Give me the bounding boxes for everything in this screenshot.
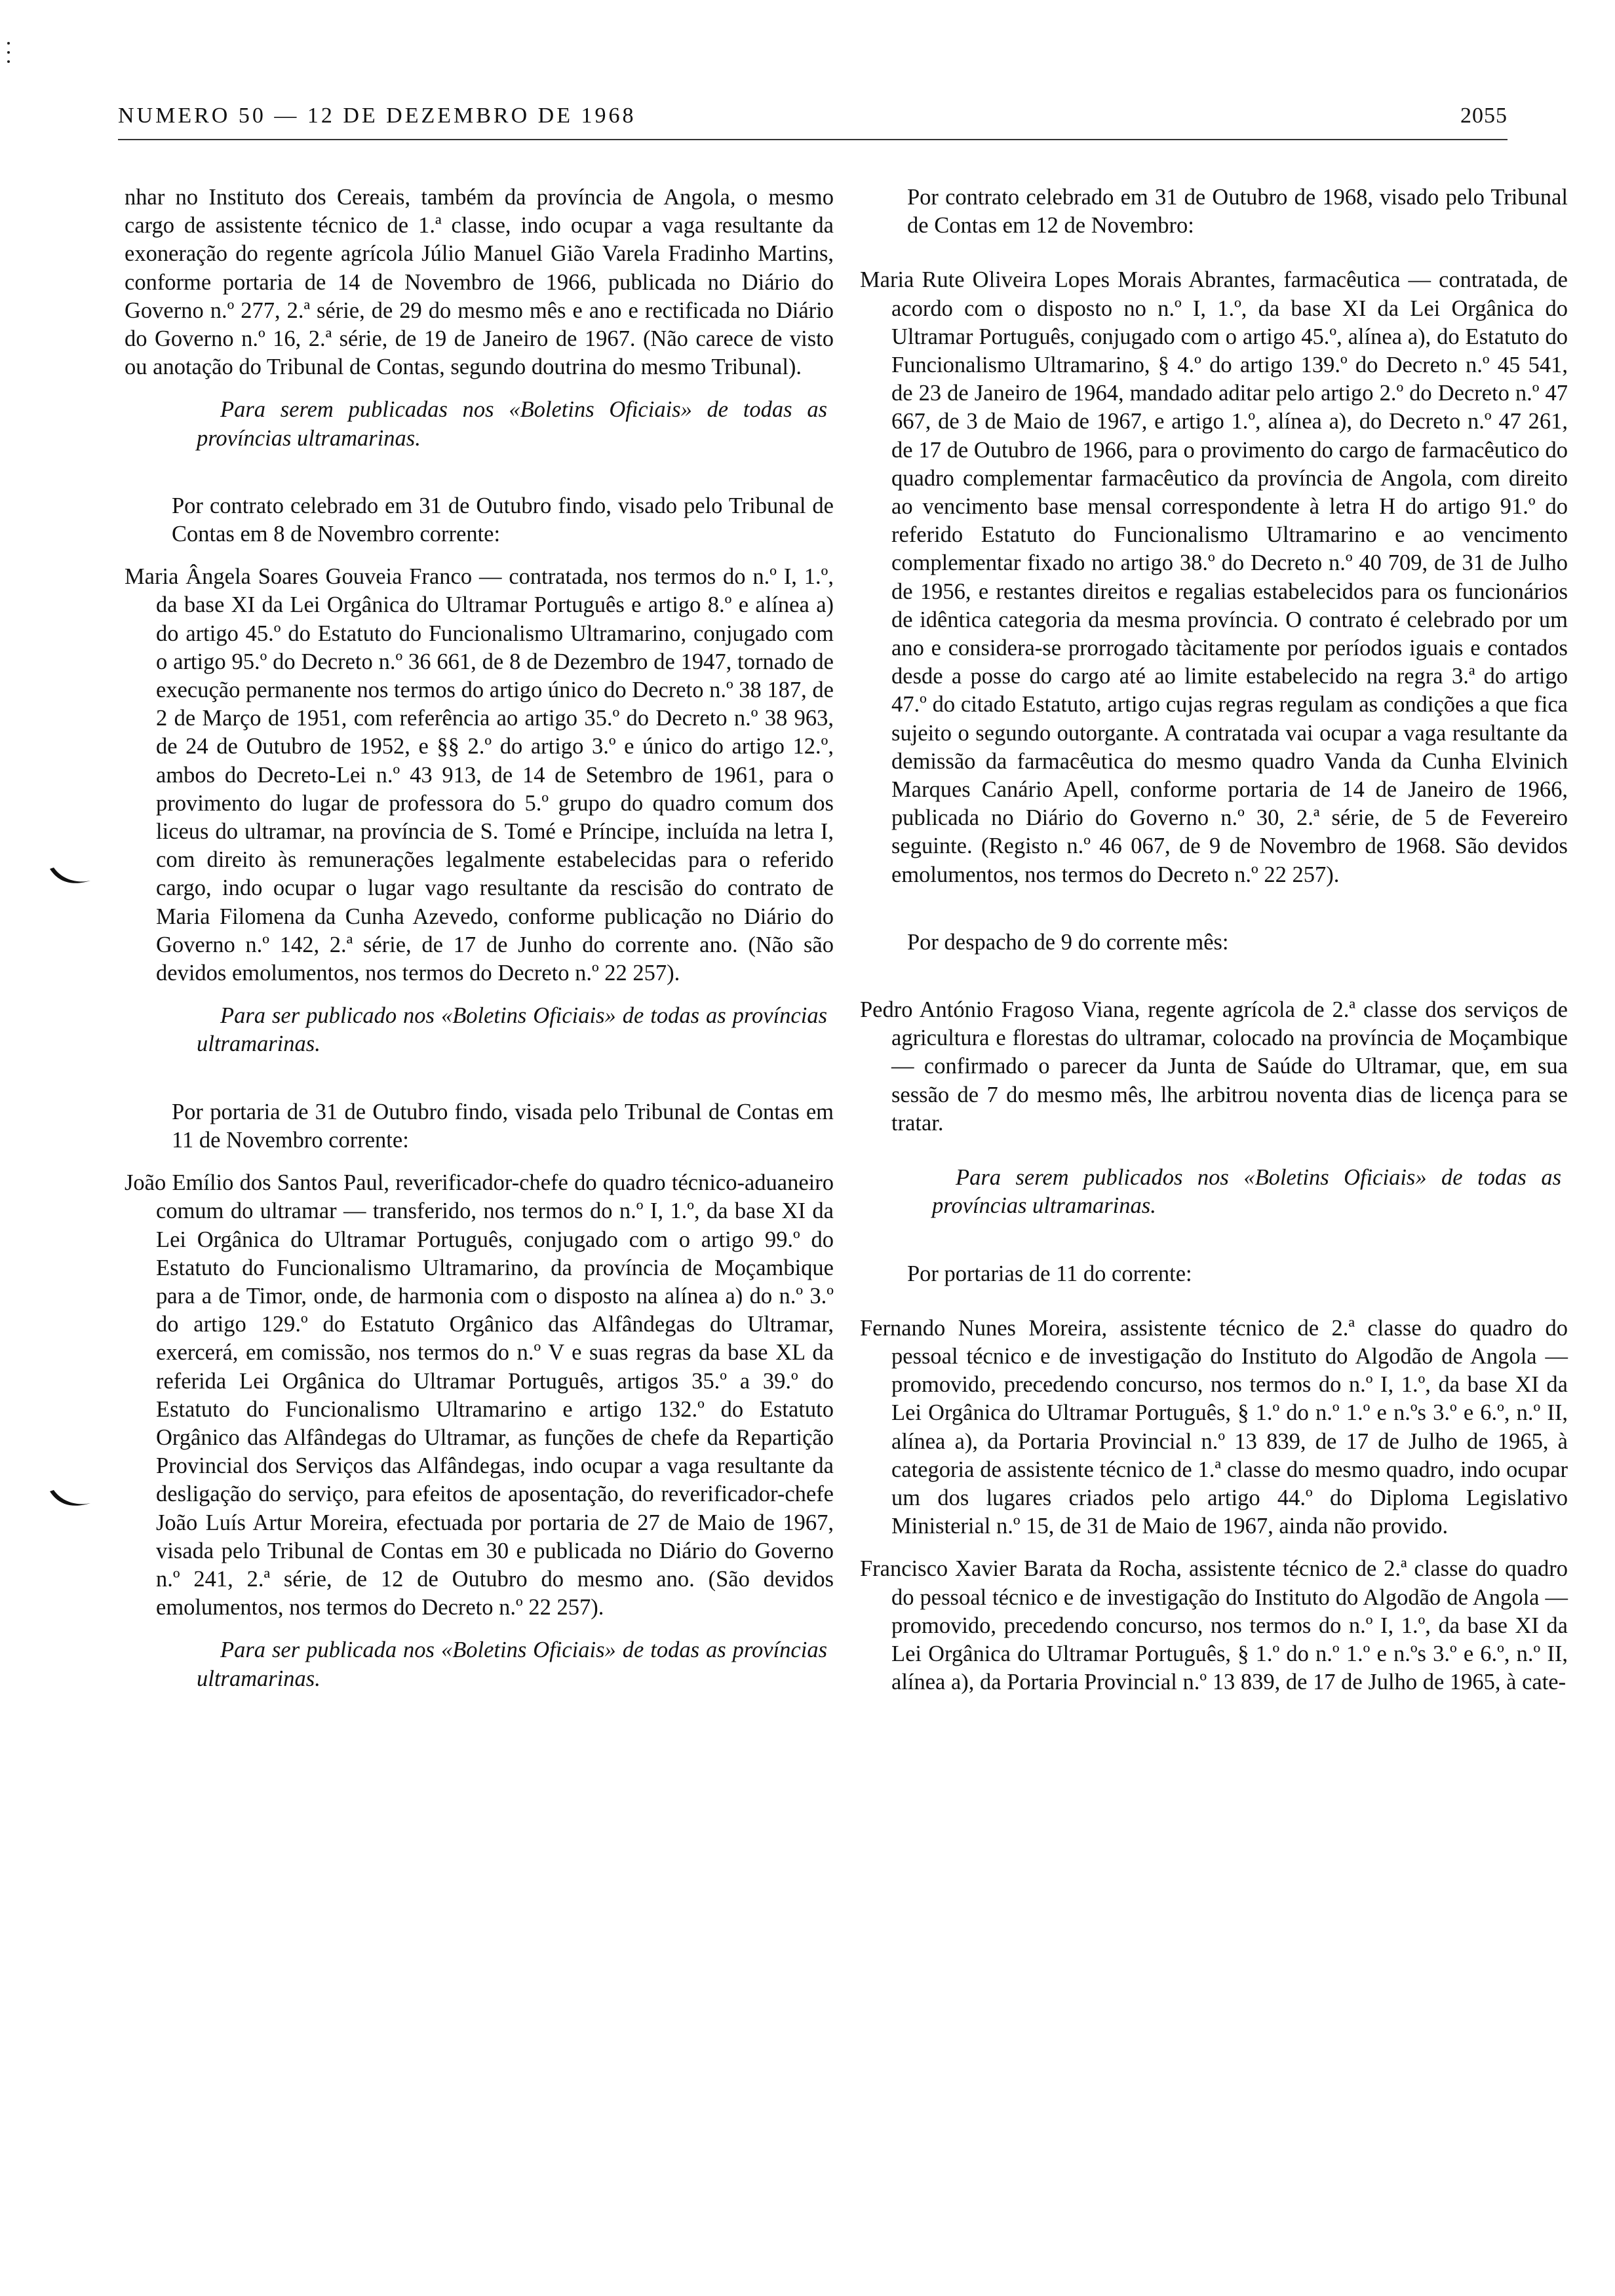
personnel-entry: Francisco Xavier Barata da Rocha, assistente técnico de 2.ª classe do quadro do pessoal técnico e de investigação do Instituto do Algodão de Angola — promovido, precedendo concurso, nos termos do n.º I, 1.º, da base XI da Lei Orgânica do Ultramar Português, § 1.º do n.º 1.º e n.ºs 3.º e 6.º, n.º II, alínea a), da Portaria Provincial n.º 13 839, de 17 de Julho de 1965, à cate- [860,1556,1568,1695]
margin-hand-mark [47,1486,93,1512]
section-intro: Por portaria de 31 de Outubro findo, visada pelo Tribunal de Contas em 11 de Novembro corrente: [172,1099,834,1153]
margin-hand-mark [47,864,93,890]
issue-date-line: NUMERO 50 — 12 DE DEZEMBRO DE 1968 [118,104,636,128]
right-column [860,183,1568,1696]
section-intro: Por contrato celebrado em 31 de Outubro de 1968, visado pelo Tribunal de Contas em 12 de Novembro: [907,185,1568,239]
publication-note: Para ser publicado nos «Boletins Oficiais» de todas as províncias ultramarinas. [197,1003,827,1057]
page-header [118,104,1508,132]
left-column [125,183,834,1693]
personnel-entry: Maria Ângela Soares Gouveia Franco — contratada, nos termos do n.º I, 1.º, da base XI da Lei Orgânica do Ultramar Português e artigo 8.º e alínea a) do artigo 45.º do Estatuto do Funcionalismo Ultramarino, conjugado com o artigo 95.º do Decreto n.º 36 661, de 8 de Dezembro de 1947, tornado de execução permanente nos termos do artigo único do Decreto n.º 38 187, de 2 de Março de 1951, com referência ao artigo 35.º do Decreto n.º 38 963, de 24 de Outubro de 1952, e §§ 2.º do artigo 3.º e único do artigo 12.º, ambos do Decreto-Lei n.º 43 913, de 14 de Setembro de 1961, para o provimento do lugar de professora do 5.º grupo do quadro comum dos liceus do ultramar, na província de S. Tomé e Príncipe, incluída na letra I, com direito às remunerações legalmente estabelecidas para o referido cargo, indo ocupar o lugar vago resultante da rescisão do contrato de Maria Filomena da Cunha Azevedo, conforme publicação no Diário do Governo n.º 142, 2.ª série, de 17 de Junho do corrente ano. (Não são devidos emolumentos, nos termos do Decreto n.º 22 257). [125,564,834,986]
section-intro: Por contrato celebrado em 31 de Outubro findo, visado pelo Tribunal de Contas em 8 de Novembro corrente: [172,493,834,547]
publication-note: Para serem publicados nos «Boletins Oficiais» de todas as províncias ultramarinas. [932,1165,1561,1219]
publication-note: Para serem publicadas nos «Boletins Oficiais» de todas as províncias ultramarinas. [197,397,827,451]
page-number: 2055 [1460,104,1508,128]
personnel-entry: Fernando Nunes Moreira, assistente técnico de 2.ª classe do quadro do pessoal técnico e de investigação do Instituto do Algodão de Angola — promovido, precedendo concurso, nos termos do n.º I, 1.º, da base XI da Lei Orgânica do Ultramar Português, § 1.º do n.º 1.º e n.ºs 3.º e 6.º, n.º II, alínea a), da Portaria Provincial n.º 13 839, de 17 de Julho de 1965, à categoria de assistente técnico de 1.ª classe do mesmo quadro, indo ocupar um dos lugares criados pelo artigo 44.º do Diploma Legislativo Ministerial n.º 15, de 31 de Maio de 1967, ainda não provido. [860,1315,1568,1539]
section-intro: Por despacho de 9 do corrente mês: [907,929,1229,955]
personnel-entry: Pedro António Fragoso Viana, regente agrícola de 2.ª classe dos serviços de agricultura e florestas do ultramar, colocado na província de Moçambique — confirmado o parecer da Junta de Saúde do Ultramar, que, em sua sessão de 7 do mesmo mês, lhe arbitrou noventa dias de licença para se tratar. [860,997,1568,1136]
section-intro: Por portarias de 11 do corrente: [907,1261,1192,1286]
header-rule [118,139,1508,140]
scan-edge-mark [7,39,10,66]
personnel-entry: João Emílio dos Santos Paul, reverificador-chefe do quadro técnico-aduaneiro comum do ultramar — transferido, nos termos do n.º I, 1.º, da base XI da Lei Orgânica do Ultramar Português, conjugado com o artigo 99.º do Estatuto do Funcionalismo Ultramarino, da província de Moçambique para a de Timor, onde, de harmonia com o disposto na alínea a) do n.º 3.º do artigo 129.º do Estatuto Orgânico das Alfândegas do Ultramar, exercerá, em comissão, nos termos do n.º V e suas regras da base XL da referida Lei Orgânica do Ultramar Português, artigos 35.º a 39.º do Estatuto do Funcionalismo Ultramarino e artigo 132.º do Estatuto Orgânico das Alfândegas do Ultramar, as funções de chefe da Repartição Provincial dos Serviços das Alfândegas, indo ocupar a vaga resultante da desligação do serviço, para efeitos de aposentação, do reverificador-chefe João Luís Artur Moreira, efectuada por portaria de 27 de Maio de 1967, visada pelo Tribunal de Contas em 30 e publicada no Diário do Governo n.º 241, 2.ª série, de 12 de Outubro do mesmo ano. (São devidos emolumentos, nos termos do Decreto n.º 22 257). [125,1170,834,1620]
personnel-entry: Maria Rute Oliveira Lopes Morais Abrantes, farmacêutica — contratada, de acordo com o disposto no n.º I, 1.º, da base XI da Lei Orgânica do Ultramar Português, conjugado com o artigo 45.º, alínea a), do Estatuto do Funcionalismo Ultramarino, § 4.º do artigo 139.º do Decreto n.º 45 541, de 23 de Janeiro de 1964, mandado aditar pelo artigo 2.º do Decreto n.º 47 667, de 3 de Maio de 1967, e artigo 1.º, alínea a), do Decreto n.º 47 261, de 17 de Outubro de 1966, para o provimento do cargo de farmacêutico do quadro complementar farmacêutico da província de Angola, com direito ao vencimento base mensal correspondente à letra H do artigo 91.º do referido Estatuto do Funcionalismo Ultramarino e ao vencimento complementar fixado no artigo 38.º do Decreto n.º 40 709, de 31 de Julho de 1956, e restantes direitos e regalias estabelecidos para os funcionários de idêntica categoria da mesma província. O contrato é celebrado por um ano e considera-se prorrogado tàcitamente por períodos iguais e contados desde a posse do cargo até ao limite estabelecido na regra 3.ª do artigo 47.º do citado Estatuto, artigo cujas regras regulam as condições a que fica sujeito o segundo outorgante. A contratada vai ocupar a vaga resultante da demissão da farmacêutica do mesmo quadro Vanda da Cunha Elvinich Marques Canário Apell, conforme portaria de 14 de Janeiro de 1966, publicada no Diário do Governo n.º 30, 2.ª série, de 5 de Fevereiro seguinte. (Registo n.º 46 067, de 9 de Novembro de 1968. São devidos emolumentos, nos termos do Decreto n.º 22 257). [860,267,1568,887]
publication-note: Para ser publicada nos «Boletins Oficiais» de todas as províncias ultramarinas. [197,1637,827,1691]
paragraph-continuation: nhar no Instituto dos Cereais, também da província de Angola, o mesmo cargo de assistente técnico de 1.ª classe, indo ocupar a vaga resultante da exoneração do regente agrícola Júlio Manuel Gião Varela Fradinho Martins, conforme portaria de 14 de Novembro de 1966, publicada no Diário do Governo n.º 277, 2.ª série, de 29 do mesmo mês e ano e rectificada no Diário do Governo n.º 16, 2.ª série, de 19 de Janeiro de 1967. (Não carece de visto ou anotação do Tribunal de Contas, segundo doutrina do mesmo Tribunal). [125,185,834,380]
